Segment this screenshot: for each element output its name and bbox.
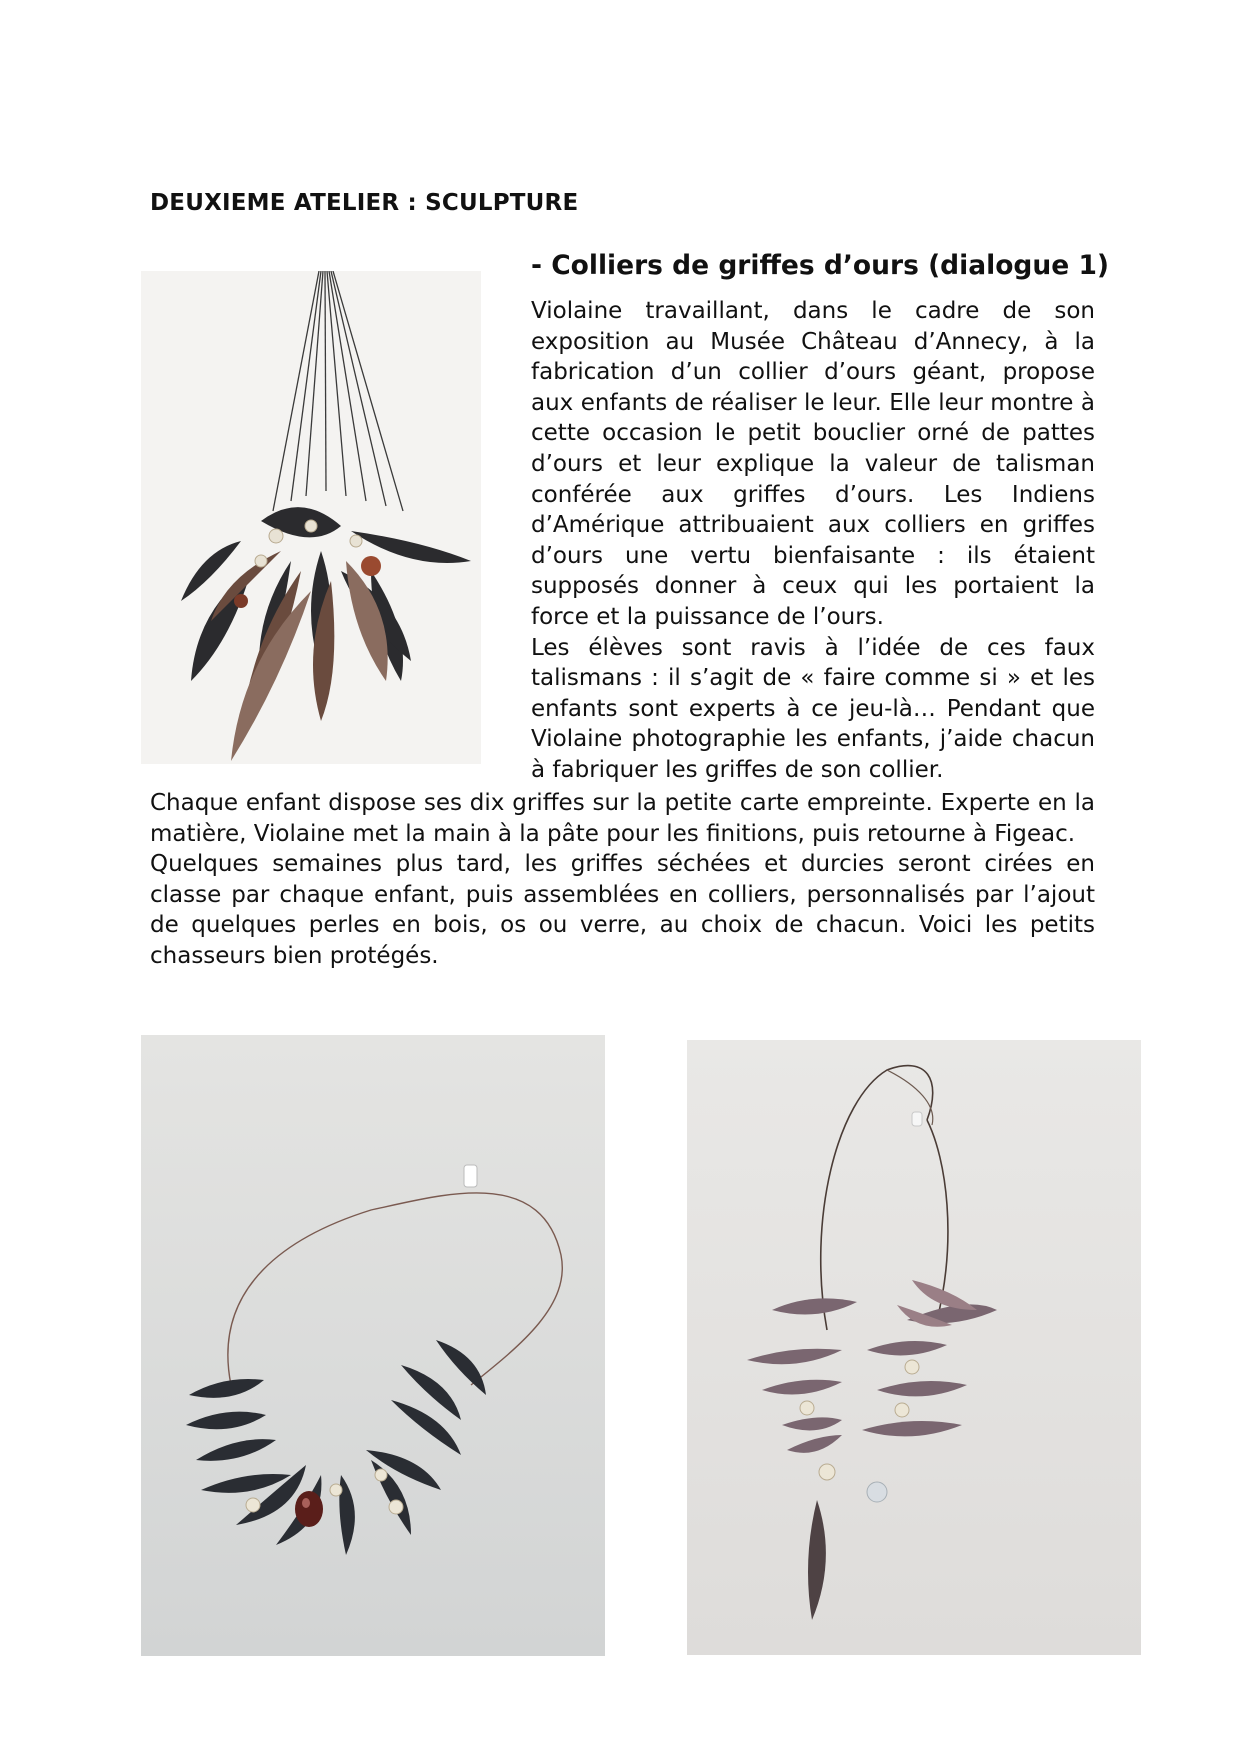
paragraph: Quelques semaines plus tard, les griffes séchées et durcies seront cirées en classe par chaque enfant, puis assemblées en colliers, personnalisés par l’ajout de quelques perles en bois, os ou verre, au choix de chacun. Voici les petits chasseurs bien protégés. — [150, 851, 1095, 969]
photo-brown-claw-necklace — [687, 1040, 1141, 1655]
wrapped-text-column — [531, 296, 1095, 786]
full-width-text — [150, 788, 1095, 972]
paragraph: Violaine travaillant, dans le cadre de son exposition au Musée Château d’Annecy, à la fabrication d’un collier d’ours géant, propose aux enfants de réaliser le leur. Elle leur montre à cette occasion le petit bouclier orné de pattes d’ours et leur explique la valeur de talisman conférée aux griffes d’ours. Les Indiens d’Amérique attribuaient aux colliers en griffes d’ours une vertu bienfaisante : ils étaient supposés donner à ceux qui les portaient la force et la puissance de l’ours. — [531, 298, 1095, 630]
photo-black-claw-necklace — [141, 1035, 605, 1656]
paragraph: Les élèves sont ravis à l’idée de ces faux talismans : il s’agit de « faire comme si » et les enfants sont experts à ce jeu-là… Pendant que Violaine photographie les enfants, j’aide chacun à fabriquer les griffes de son collier. — [531, 634, 1095, 783]
photo-hanging-necklaces — [141, 271, 481, 764]
page-heading: DEUXIEME ATELIER : SCULPTURE — [150, 190, 579, 216]
paragraph: Chaque enfant dispose ses dix griffes sur la petite carte empreinte. Experte en la matière, Violaine met la main à la pâte pour les finitions, puis retourne à Figeac. — [150, 790, 1095, 847]
section-subheading: - Colliers de griffes d’ours (dialogue 1) — [531, 250, 1109, 281]
